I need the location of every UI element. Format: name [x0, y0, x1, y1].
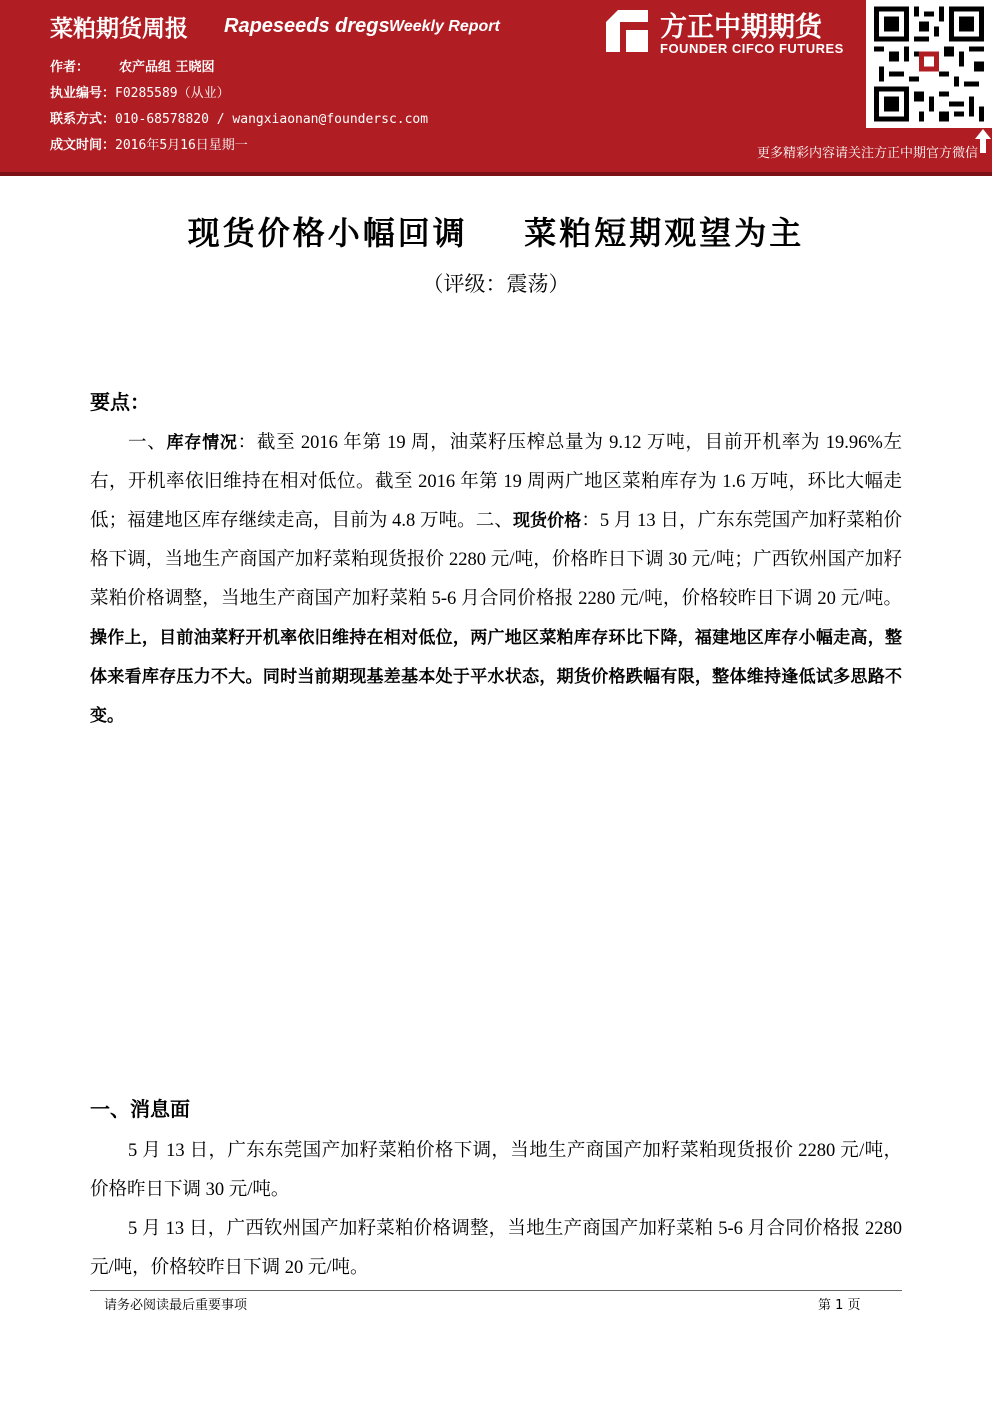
contact-value: 010-68578820 / wangxiaonan@foundersc.com [115, 112, 429, 127]
date-line [50, 134, 248, 153]
key-points-heading: 要点： [90, 390, 150, 414]
brand-name-en: FOUNDER CIFCO FUTURES [660, 41, 844, 56]
news-heading: 一、消息面 [90, 1097, 190, 1121]
author-line [50, 56, 215, 75]
brand-name-cn: 方正中期期货 [660, 12, 822, 43]
date-label: 成文时间： [50, 138, 116, 153]
report-title-en: Rapeseeds dregs [224, 15, 390, 37]
spot-price-text: ：5 月 13 日，广东东莞国产加籽菜粕价格下调，当地生产商国产加籽菜粕现货报价 2280 元/吨，价格昨日下调 30 元/吨；广西钦州国产加籽菜粕价格调整，当地生产商国产加籽菜粕 5-6 月合同价格报 2280 元/吨，价格较昨日下调 20 元/吨。 [90, 511, 902, 609]
footer-divider [90, 1290, 902, 1291]
founder-logo-icon [604, 8, 650, 54]
inventory-text: ：截至 2016 年第 19 周，油菜籽压榨总量为 9.12 万吨，目前开机率为 19.96%左右，开机率依旧维持在相对低位。截至 2016 年第 19 周两广地区菜粕库存为 1.6 万吨，环比大幅走低；福建地区库存继续走高，目前为 4.8 万吨。 [90, 433, 902, 531]
license-line [50, 82, 230, 101]
footer-disclaimer: 请务必阅读最后重要事项 [104, 1298, 248, 1313]
author-label: 作者： [50, 60, 90, 75]
report-main-title: 现货价格小幅回调 菜粕短期观望为主 [187, 214, 805, 252]
author-value: 农产品组 王晓囡 [119, 60, 215, 75]
section-1-prefix: 一、 [128, 433, 167, 453]
license-value: F0285589（从业） [115, 86, 230, 101]
contact-label: 联系方式： [50, 112, 116, 127]
section-2-prefix: 二、 [475, 511, 513, 531]
page-number: 第 1 页 [818, 1298, 861, 1313]
qr-code-icon [874, 6, 984, 122]
news-paragraph-1: 5 月 13 日，广东东莞国产加籽菜粕价格下调，当地生产商国产加籽菜粕现货报价 2280 元/吨，价格昨日下调 30 元/吨。 [90, 1141, 902, 1200]
date-value: 2016年5月16日星期一 [115, 138, 248, 153]
inventory-label: 库存情况 [166, 433, 238, 453]
news-paragraph-2: 5 月 13 日，广西钦州国产加籽菜粕价格调整，当地生产商国产加籽菜粕 5-6 月合同价格报 2280 元/吨，价格较昨日下调 20 元/吨。 [90, 1219, 902, 1278]
follow-wechat-text: 更多精彩内容请关注方正中期官方微信 [756, 146, 978, 161]
operation-conclusion: 操作上，目前油菜籽开机率依旧维持在相对低位，两广地区菜粕库存环比下降，福建地区库存小幅走高，整体来看库存压力不大。同时当前期现基差基本处于平水状态，期货价格跌幅有限，整体维持逢低试多思路不变。 [90, 628, 902, 726]
wechat-qr-code [866, 0, 992, 128]
header-divider [0, 172, 992, 176]
license-label: 执业编号： [50, 86, 116, 101]
contact-line [50, 108, 428, 127]
spot-price-label: 现货价格 [512, 511, 582, 531]
key-points-paragraph [90, 424, 902, 736]
report-title-cn: 菜粕期货周报 [50, 16, 188, 42]
report-title-en2: Weekly Report [389, 18, 500, 35]
report-rating: （评级：震荡） [422, 272, 570, 296]
report-header [0, 0, 992, 172]
